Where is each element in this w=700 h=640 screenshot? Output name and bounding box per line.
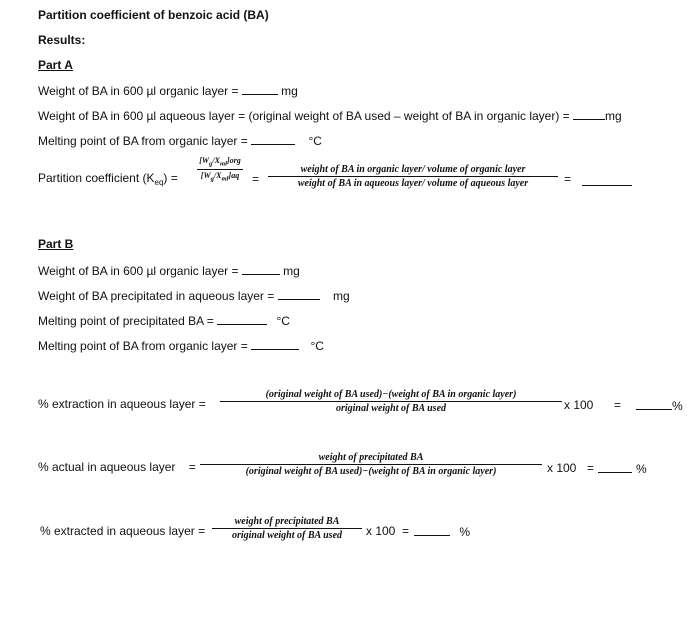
formula-3-blank[interactable] (414, 524, 450, 536)
formula-2-unit: % (636, 462, 647, 476)
formula-1-fraction (220, 389, 562, 414)
part-a-line-1-blank[interactable] (242, 83, 278, 95)
part-b-line-2-unit: mg (332, 289, 350, 303)
formula-2-bar (200, 464, 542, 465)
part-b-line-2-blank[interactable] (278, 288, 320, 300)
kd-sym-den-w: W (203, 170, 211, 180)
part-a-line-3-blank[interactable] (251, 133, 295, 145)
part-b-line-1-unit: mg (283, 264, 300, 278)
part-a-line-1-label: Weight of BA in 600 µl organic layer = (38, 84, 239, 98)
formula-3-times: x 100 (366, 524, 396, 538)
kd-text-bar (268, 176, 558, 177)
formula-1-blank[interactable] (636, 398, 672, 410)
formula-3-denominator: original weight of BA used (231, 530, 343, 541)
kd-symbol-denominator: $[W_g/X_{ml}]aq$ (200, 170, 240, 183)
results-label: Results: (38, 33, 86, 47)
formula-3-bar (212, 528, 362, 529)
kd-equals-1: = (252, 172, 260, 186)
formula-2-times: x 100 (547, 461, 577, 475)
kd-symbol-numerator: $[W_g/X_{ml}]org$ (199, 156, 241, 168)
formula-1-times: x 100 (564, 398, 594, 412)
page-title: Partition coefficient of benzoic acid (BA) (38, 8, 269, 22)
formula-3-fraction (212, 516, 362, 541)
part-b-line-4-label: Melting point of BA from organic layer = (38, 339, 248, 353)
part-b-line-3 (38, 313, 290, 328)
kd-symbol-bar (197, 169, 243, 170)
part-a-line-2-unit: mg (605, 109, 622, 123)
part-b-line-2 (38, 288, 350, 303)
part-a-line-1-unit: mg (281, 84, 298, 98)
formula-2-answer (598, 461, 647, 476)
kd-text-numerator: weight of BA in organic layer/ volume of organic layer (300, 164, 526, 175)
part-b-line-2-label: Weight of BA precipitated in aqueous layer = (38, 289, 275, 303)
part-a-line-3-unit: °C (308, 134, 322, 148)
part-a-line-2-label: Weight of BA in 600 µl aqueous layer = (original weight of BA used – weight of BA in organic layer) = (38, 109, 570, 123)
kd-sym-num-x-sub: ml (219, 160, 227, 168)
part-b-line-1-label: Weight of BA in 600 µl organic layer = (38, 264, 239, 278)
part-a-line-1 (38, 83, 298, 98)
formula-2-equals: = (587, 461, 595, 475)
part-b-line-4-unit: °C (310, 339, 324, 353)
part-a-line-3 (38, 133, 322, 148)
formula-3-label: % extracted in aqueous layer = (40, 524, 206, 538)
kd-sym-den-x: X (216, 170, 222, 180)
kd-label-text: Partition coefficient (K (38, 171, 155, 185)
formula-3-numerator: weight of precipitated BA (234, 516, 340, 527)
part-a-line-2 (38, 108, 622, 123)
part-b-line-4-blank[interactable] (251, 338, 299, 350)
kd-sym-num-tag: org (229, 156, 241, 165)
formula-3-answer (414, 524, 470, 539)
kd-symbol-fraction (197, 156, 243, 182)
formula-1-answer (636, 398, 683, 413)
kd-sym-num-x: X (214, 156, 220, 165)
kd-label-sub: eq (154, 178, 164, 187)
part-a-line-3-label: Melting point of BA from organic layer = (38, 134, 248, 148)
formula-1-denominator: original weight of BA used (335, 403, 447, 414)
part-b-line-3-blank[interactable] (217, 313, 267, 325)
formula-3-unit: % (459, 525, 471, 539)
formula-2-blank[interactable] (598, 461, 632, 473)
kd-answer-blank[interactable] (582, 174, 632, 186)
part-b-line-4 (38, 338, 324, 353)
formula-1-unit: % (672, 399, 683, 413)
formula-1-bar (220, 401, 562, 402)
kd-sym-num-w: W (201, 156, 210, 165)
kd-answer (582, 174, 632, 189)
formula-2-numerator: weight of precipitated BA (318, 452, 424, 463)
formula-1-label: % extraction in aqueous layer = (38, 397, 206, 411)
part-b-line-1-blank[interactable] (242, 263, 280, 275)
formula-2-label (38, 460, 196, 474)
part-a-heading: Part A (38, 58, 73, 72)
formula-2-fraction (200, 452, 542, 477)
kd-sym-num-w-sub: g (209, 160, 213, 168)
formula-2-denominator: (original weight of BA used)−(weight of BA in organic layer) (245, 466, 497, 477)
kd-text-denominator: weight of BA in aqueous layer/ volume of aqueous layer (297, 178, 529, 189)
kd-label (38, 171, 178, 187)
formula-2-equals-0: = (188, 460, 196, 474)
kd-text-fraction (268, 164, 558, 189)
kd-sym-den-x-sub: ml (221, 175, 229, 183)
part-b-heading: Part B (38, 237, 74, 251)
kd-label-close: ) = (163, 171, 178, 185)
part-a-line-2-blank[interactable] (573, 108, 605, 120)
part-b-line-3-label: Melting point of precipitated BA = (38, 314, 214, 328)
formula-1-numerator: (original weight of BA used)−(weight of BA in organic layer) (265, 389, 517, 400)
kd-sym-den-w-sub: g (210, 175, 214, 183)
part-b-line-3-unit: °C (276, 314, 290, 328)
formula-1-equals: = (614, 398, 622, 412)
kd-equals-2: = (564, 172, 572, 186)
part-b-line-1 (38, 263, 300, 278)
formula-2-label-text: % actual in aqueous layer (38, 460, 176, 474)
kd-sym-den-tag: aq (231, 170, 240, 180)
formula-3-equals: = (402, 524, 410, 538)
